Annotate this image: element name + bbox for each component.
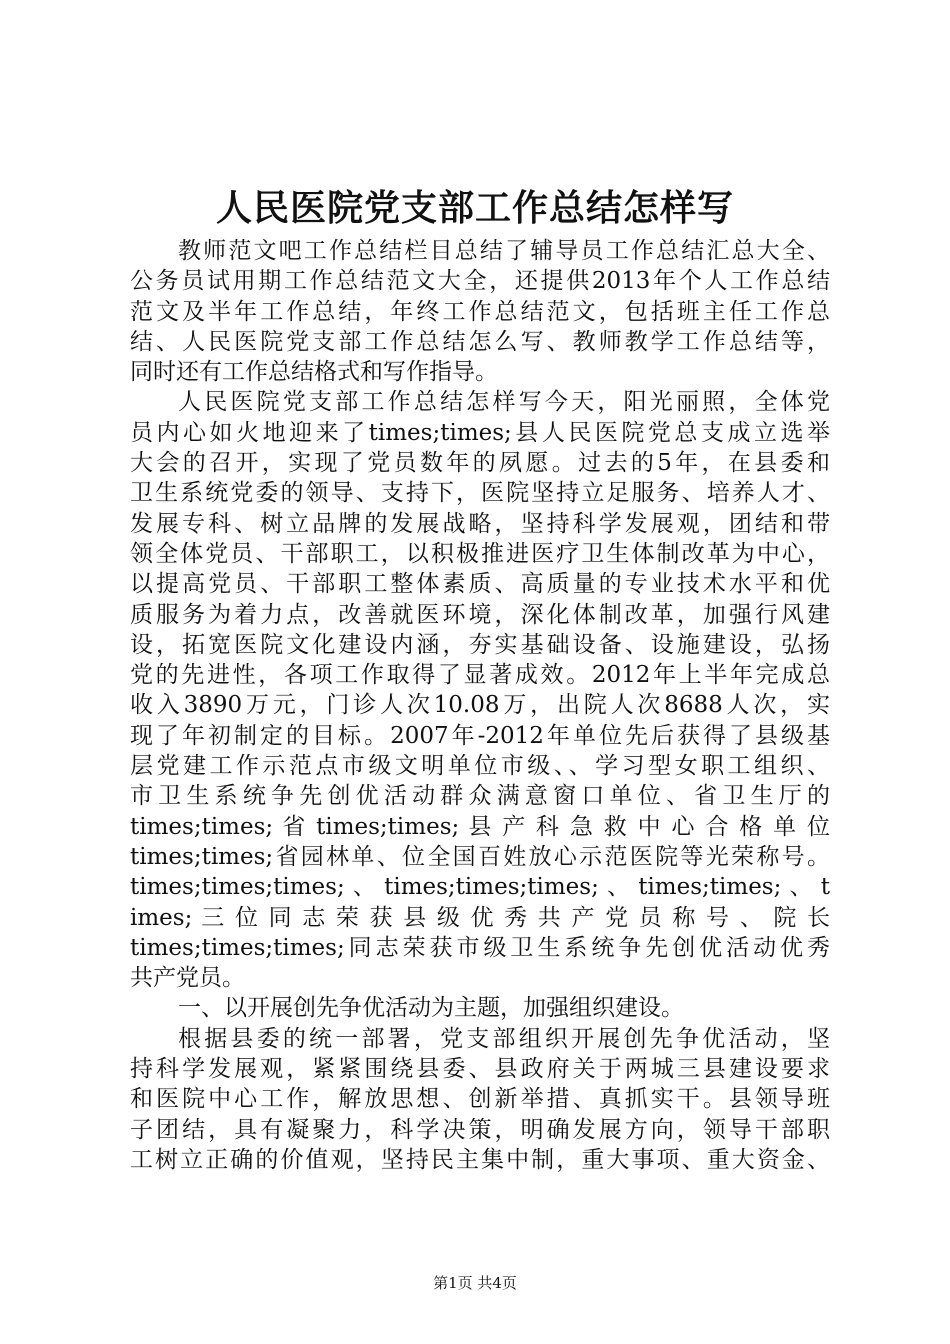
text-line: 公务员试用期工作总结范文大全，还提供2013年个人工作总结 (130, 268, 830, 295)
text-line: 层党建工作示范点市级文明单位市级、、学习型女职工组织、 (130, 753, 830, 780)
text-line: 范文及半年工作总结，年终工作总结范文，包括班主任工作总 (130, 298, 830, 325)
text-line: 大会的召开，实现了党员数年的夙愿。过去的5年，在县委和 (130, 450, 830, 477)
text-line: 设，拓宽医院文化建设内涵，夯实基础设备、设施建设，弘扬 (130, 631, 830, 658)
text-line: times;times;times;、times;times;times;、times;times;、t (130, 874, 830, 901)
text-line: 工树立正确的价值观，坚持民主集中制，重大事项、重大资金、 (130, 1146, 830, 1173)
text-line: 市卫生系统争先创优活动群众满意窗口单位、省卫生厅的 (130, 783, 830, 810)
text-line: 同时还有工作总结格式和写作指导。 (130, 359, 498, 386)
text-line: 共产党员。 (130, 965, 245, 992)
text-line: times;times;省园林单、位全国百姓放心示范医院等光荣称号。 (130, 843, 830, 870)
text-line: 教师范文吧工作总结栏目总结了辅导员工作总结汇总大全、 (178, 238, 830, 264)
text-line: 党的先进性，各项工作取得了显著成效。2012年上半年完成总 (130, 662, 830, 689)
text-line: 子团结，具有凝聚力，科学决策，明确发展方向，领导干部职 (130, 1116, 830, 1143)
document-body (130, 236, 830, 1175)
text-line: times;times;times;同志荣获市级卫生系统争先创优活动优秀 (130, 934, 830, 961)
text-line: 一、以开展创先争优活动为主题，加强组织建设。 (178, 995, 684, 1022)
text-line: 质服务为着力点，改善就医环境，深化体制改革，加强行风建 (130, 601, 830, 628)
text-line: 发展专科、树立品牌的发展战略，坚持科学发展观，团结和带 (130, 510, 830, 537)
text-line: 结、人民医院党支部工作总结怎么写、教师教学工作总结等， (130, 328, 830, 355)
text-line: 根据县委的统一部署，党支部组织开展创先争优活动，坚 (178, 1025, 830, 1052)
document-title: 人民医院党支部工作总结怎样写 (215, 187, 734, 229)
text-line: 领全体党员、干部职工，以积极推进医疗卫生体制改革为中心， (130, 540, 830, 567)
text-line: 卫生系统党委的领导、支持下，医院坚持立足服务、培养人才、 (130, 480, 830, 507)
text-line: 持科学发展观，紧紧围绕县委、县政府关于两城三县建设要求 (130, 1056, 830, 1083)
text-line: times;times; 省 times;times; 县 产 科 急 救 中 心 合 格 单 位 (130, 813, 830, 840)
text-line: 现了年初制定的目标。2007年-2012年单位先后获得了县级基 (130, 722, 830, 749)
text-line: 人民医院党支部工作总结怎样写今天，阳光丽照，全体党 (178, 389, 830, 416)
text-line: imes; 三 位 同 志 荣 获 县 级 优 秀 共 产 党 员 称 号 、 院 长 (130, 904, 830, 931)
text-line: 员内心如火地迎来了times;times;县人民医院党总支成立选举 (130, 419, 830, 446)
text-line: 和医院中心工作，解放思想、创新举措、真抓实干。县领导班 (130, 1086, 830, 1113)
text-line: 以提高党员、干部职工整体素质、高质量的专业技术水平和优 (130, 571, 830, 598)
page-footer: 第1页 共4页 (433, 1274, 517, 1292)
text-line: 收入3890万元，门诊人次10.08万，出院人次8688人次，实 (130, 692, 830, 719)
